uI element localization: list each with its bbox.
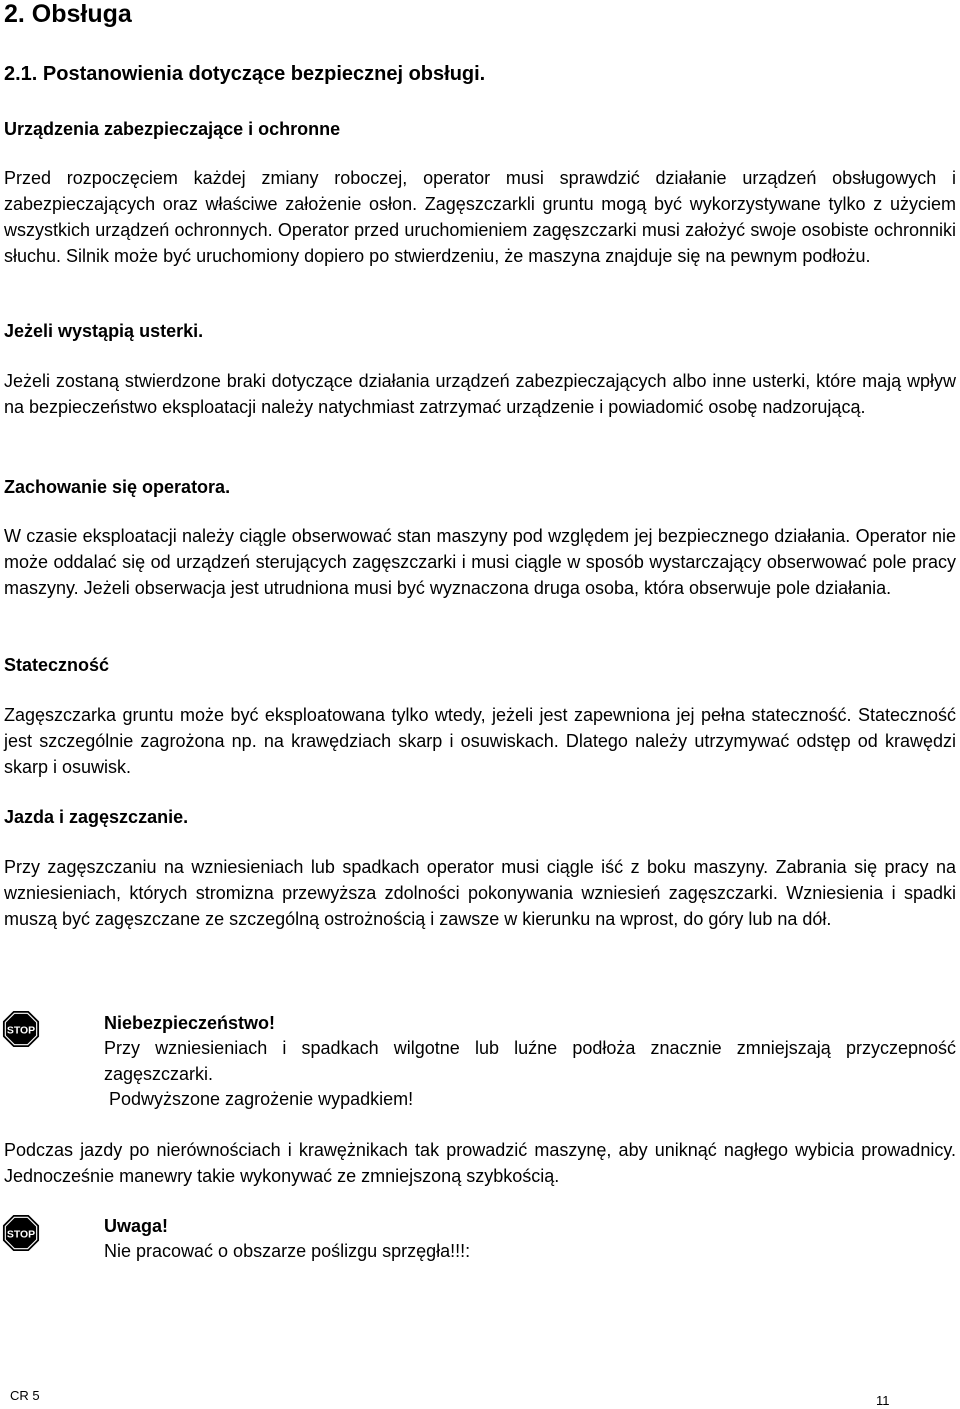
stop-icon (2, 1010, 40, 1048)
warning-attention-heading: Uwaga! (104, 1216, 169, 1236)
warning-danger-heading: Niebezpieczeństwo! (104, 1013, 276, 1033)
paragraph-driving-compacting: Przy zagęszczaniu na wzniesieniach lub spadkach operator musi ciągle iść z boku maszyny. Zabrania się pracy na wzniesieniach, których stromizna przewyższa zdolności pokonywania wzniesień zagęszczarki. Wzniesienia i spadki muszą być zagęszczane ze szczególną ostrożnością i zawsze w kierunku na wprost, do góry lub na dół. (4, 857, 956, 929)
heading-faults: Jeżeli wystąpią usterki. (4, 321, 204, 341)
stop-sign-text: STOP (6, 1229, 36, 1241)
heading-operator-behaviour: Zachowanie się operatora. (4, 477, 231, 497)
page-number: 11 (876, 1393, 890, 1408)
paragraph-operator-behaviour: W czasie eksploatacji należy ciągle obserwować stan maszyny pod względem jej bezpiecznego działania. Operator nie może oddalać się od urządzeń sterujących zagęszczarki i musi ciągle w sposób wystarczający obserwować pole pracy maszyny. Jeżeli obserwacja jest utrudniona musi być wyznaczona druga osoba, która obserwuje pole działania. (4, 526, 956, 598)
page-title: 2. Obsługa (4, 0, 132, 28)
paragraph-faults: Jeżeli zostaną stwierdzone braki dotyczące działania urządzeń zabezpieczających albo inne usterki, które mają wpływ na bezpieczeństwo eksploatacji należy natychmiast zatrzymać urządzenie i powiadomić osobę nadzorującą. (4, 371, 956, 417)
heading-safety-devices: Urządzenia zabezpieczające i ochronne (4, 119, 341, 139)
paragraph-uneven-ground: Podczas jazdy po nierównościach i krawężnikach tak prowadzić maszynę, aby uniknąć nagłego wybicia prowadnicy. Jednocześnie manewry takie wykonywać ze zmniejszoną szybkością. (4, 1140, 956, 1186)
footer-model: CR 5 (10, 1388, 40, 1403)
heading-driving-compacting: Jazda i zagęszczanie. (4, 807, 189, 827)
warning-attention-text: Nie pracować o obszarze poślizgu sprzęgła!!!: (104, 1241, 471, 1261)
paragraph-safety-devices: Przed rozpoczęciem każdej zmiany roboczej, operator musi sprawdzić działanie urządzeń obsługowych i zabezpieczających oraz właściwe założenie osłon. Zagęszczarkli gruntu mogą być wykorzystywane tylko z użyciem wszystkich urządzeń ochronnych. Operator przed uruchomieniem zagęszczarki musi założyć swoje osobiste ochronniki słuchu. Silnik może być uruchomiony dopiero po stwierdzeniu, że maszyna znajduje się na pewnym podłożu. (4, 168, 956, 266)
stop-sign-text: STOP (6, 1025, 36, 1037)
paragraph-stability: Zagęszczarka gruntu może być eksploatowana tylko wtedy, jeżeli jest zapewniona jej pełna stateczność. Stateczność jest szczególnie zagrożona np. na krawędziach skarp i osuwiskach. Dlatego należy utrzymywać odstęp od krawędzi skarp i osuwisk. (4, 705, 956, 777)
section-subtitle: 2.1. Postanowienia dotyczące bezpiecznej obsługi. (4, 63, 486, 85)
warning-danger-text: Przy wzniesieniach i spadkach wilgotne lub luźne podłoża znacznie zmniejszają przyczepność zagęszczarki. (104, 1038, 956, 1084)
heading-stability: Stateczność (4, 655, 110, 675)
stop-icon (2, 1214, 40, 1252)
warning-danger-emphasis: Podwyższone zagrożenie wypadkiem! (109, 1089, 414, 1109)
